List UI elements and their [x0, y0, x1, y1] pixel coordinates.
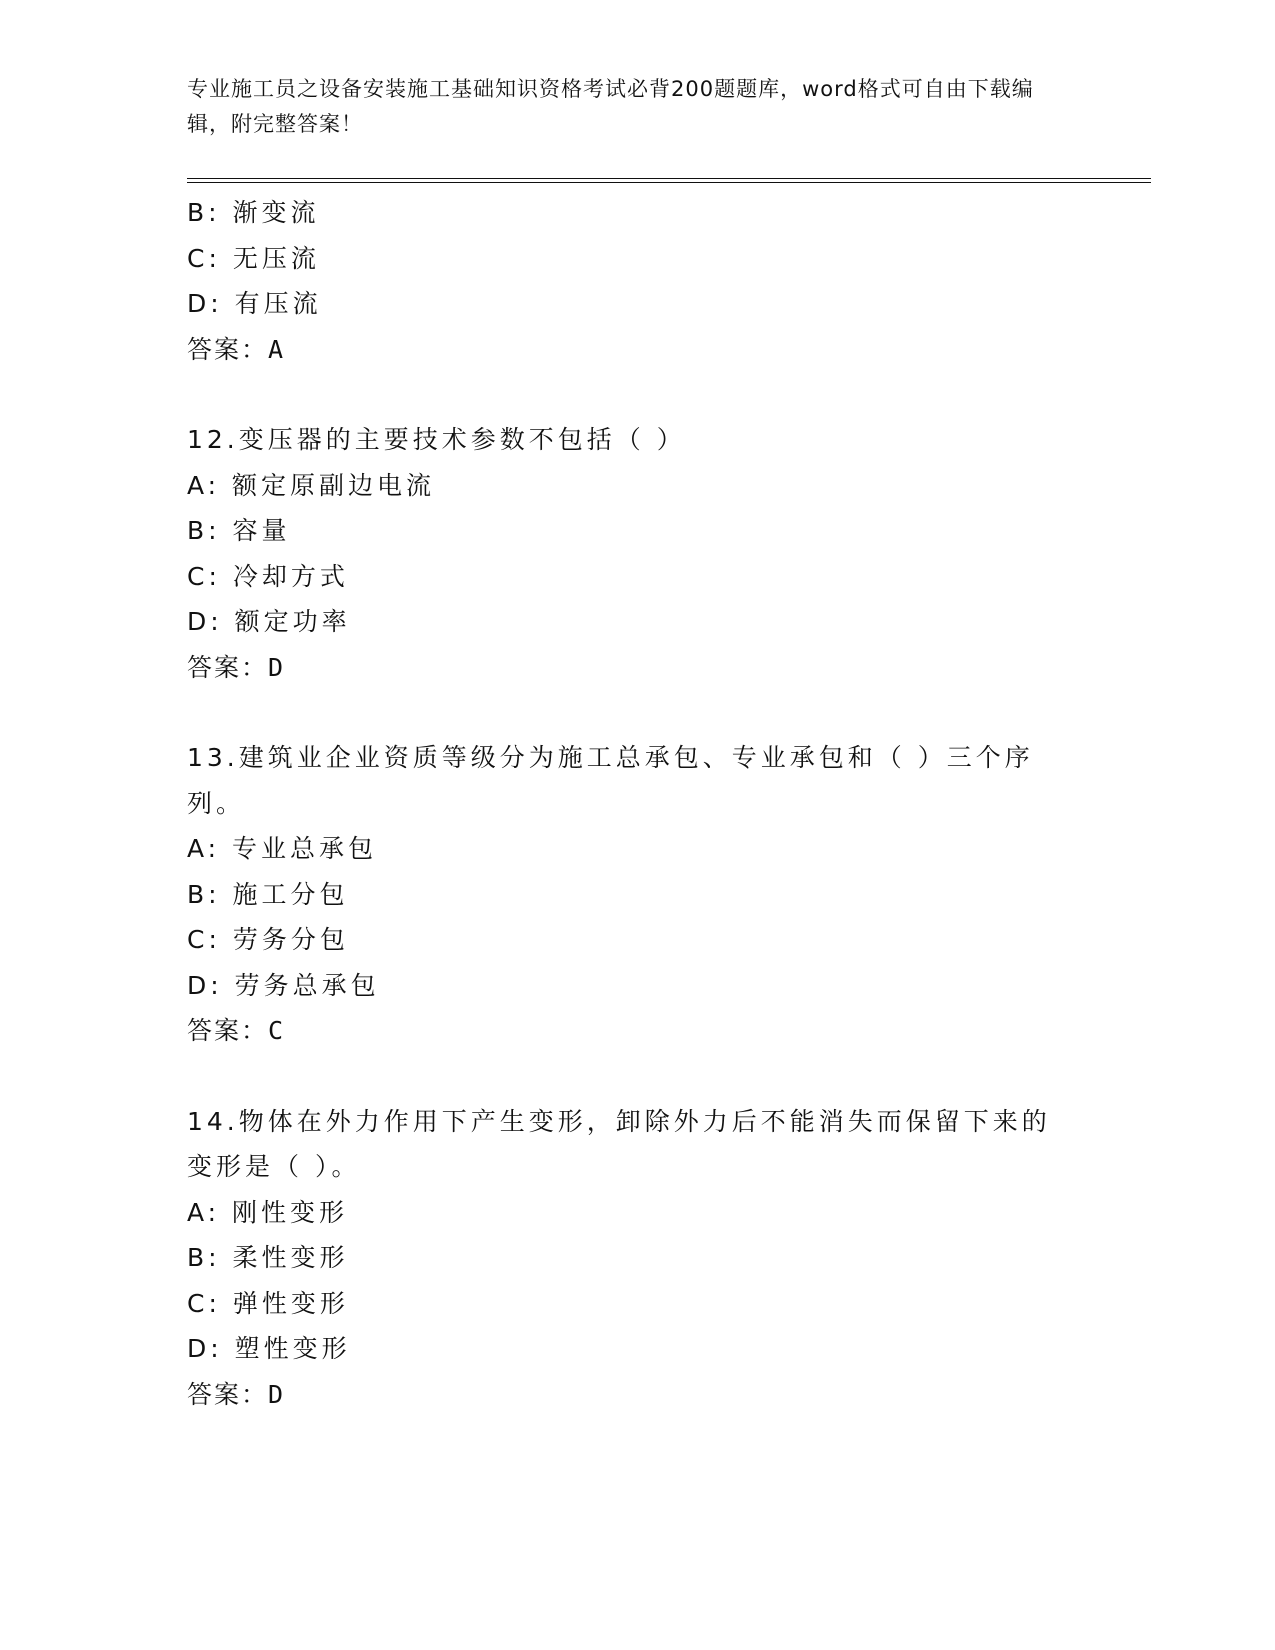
option-c: C: 弹性变形 [187, 1288, 349, 1318]
option-d: D: 塑性变形 [187, 1334, 351, 1363]
option-c: C: 劳务分包 [187, 925, 349, 954]
header-rule-top [187, 178, 1151, 179]
question-14 [187, 1099, 1087, 1418]
answer-line [187, 1372, 1087, 1418]
header-rule-bottom [187, 182, 1151, 183]
answer-line [187, 327, 1087, 373]
question-stem: 14.物体在外力作用下产生变形，卸除外力后不能消失而保留下来的变形是（ ）。 [187, 1106, 1051, 1181]
answer-label: 答案： [187, 1379, 269, 1409]
answer-label: 答案： [187, 1016, 269, 1045]
answer-value: D [268, 652, 286, 682]
answer-label: 答案： [187, 334, 269, 364]
option-b: B: 容量 [187, 516, 291, 545]
option-d: D: 额定功率 [187, 607, 351, 636]
option-b: B: 渐变流 [187, 198, 320, 227]
option-a: A: 专业总承包 [187, 834, 378, 863]
question-stem: 13.建筑业企业资质等级分为施工总承包、专业承包和（ ）三个序列。 [187, 743, 1034, 818]
answer-value: D [268, 1379, 286, 1409]
question-11-continued [187, 190, 1087, 372]
answer-line [187, 1008, 1087, 1054]
option-b: B: 施工分包 [187, 879, 349, 909]
question-12 [187, 417, 1087, 690]
question-13 [187, 735, 1087, 1054]
question-list [187, 190, 1087, 1417]
option-d: D: 有压流 [187, 289, 322, 318]
question-stem: 12.变压器的主要技术参数不包括（ ） [187, 425, 686, 454]
answer-value: A [268, 334, 286, 364]
option-d: D: 劳务总承包 [187, 970, 380, 1000]
answer-line [187, 645, 1087, 691]
option-c: C: 冷却方式 [187, 561, 349, 591]
option-b: B: 柔性变形 [187, 1243, 349, 1272]
option-a: A: 刚性变形 [187, 1197, 349, 1227]
option-c: C: 无压流 [187, 243, 320, 273]
answer-label: 答案： [187, 652, 269, 682]
option-a: A: 额定原副边电流 [187, 470, 436, 500]
answer-value: C [268, 1016, 286, 1045]
document-header: 专业施工员之设备安装施工基础知识资格考试必背200题题库，word格式可自由下载编辑，附完整答案！ [187, 77, 1034, 136]
